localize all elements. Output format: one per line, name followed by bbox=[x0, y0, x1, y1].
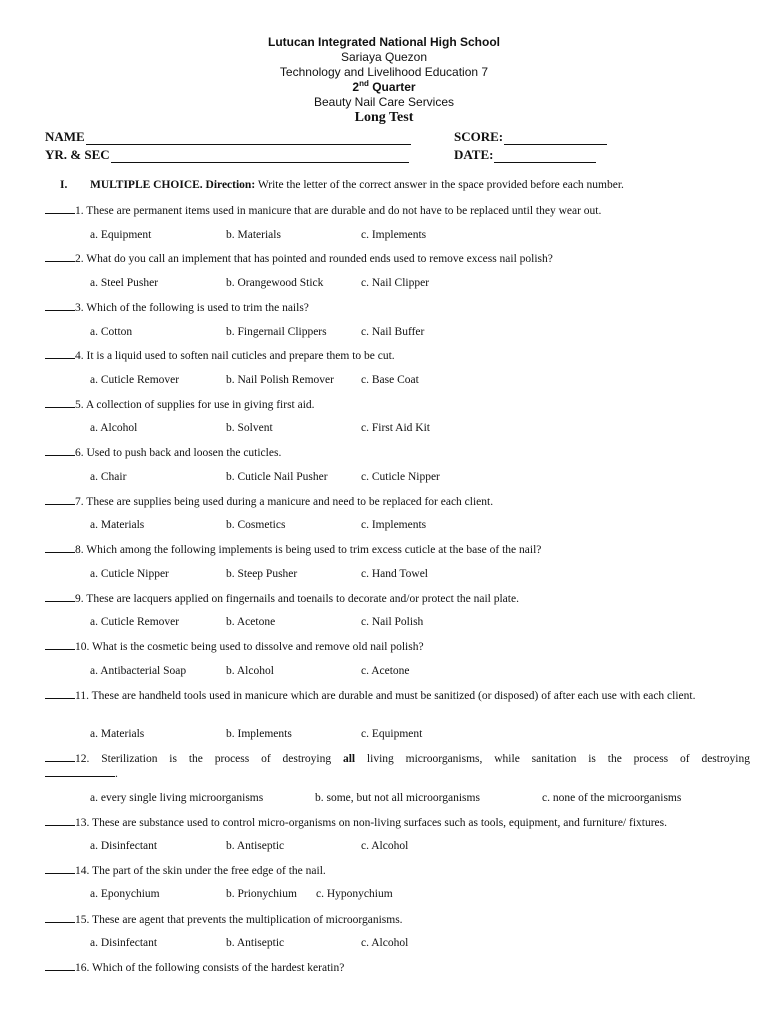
option-a: a. Equipment bbox=[90, 229, 152, 241]
option-b: b. Alcohol bbox=[226, 665, 274, 677]
option-b: b. some, but not all microorganisms bbox=[315, 792, 480, 804]
option-a: a. Cuticle Remover bbox=[90, 374, 180, 386]
question-6 bbox=[45, 446, 750, 459]
question-text: 7. These are supplies being used during a manicure and need to be replaced for each client. bbox=[75, 496, 494, 508]
option-c: c. Hyponychium bbox=[316, 888, 393, 900]
question-3 bbox=[45, 301, 750, 314]
score-blank[interactable] bbox=[504, 133, 607, 145]
answer-blank[interactable] bbox=[45, 252, 75, 262]
question-10 bbox=[45, 640, 750, 653]
question-12-line-2 bbox=[45, 767, 750, 782]
option-c: c. none of the microorganisms bbox=[542, 792, 682, 804]
option-c: c. Base Coat bbox=[361, 374, 419, 386]
score-field[interactable] bbox=[454, 129, 607, 145]
option-b: b. Steep Pusher bbox=[226, 568, 298, 580]
option-a: a. Disinfectant bbox=[90, 840, 158, 852]
topic-name: Beauty Nail Care Services bbox=[313, 95, 455, 109]
section-heading bbox=[60, 179, 624, 191]
option-b: b. Antiseptic bbox=[226, 840, 285, 852]
section-number: I. bbox=[60, 179, 68, 191]
answer-blank[interactable] bbox=[45, 204, 75, 214]
quarter-suffix: nd bbox=[359, 79, 369, 88]
question-text: 14. The part of the skin under the free edge of the nail. bbox=[75, 865, 326, 877]
answer-blank[interactable] bbox=[45, 495, 75, 505]
answer-blank[interactable] bbox=[45, 349, 75, 359]
question-8 bbox=[45, 543, 750, 556]
question-2 bbox=[45, 252, 750, 265]
question-4 bbox=[45, 349, 750, 362]
option-a: a. every single living microorganisms bbox=[90, 792, 264, 804]
question-text: 10. What is the cosmetic being used to dissolve and remove old nail polish? bbox=[75, 641, 424, 653]
option-c: c. Implements bbox=[361, 519, 427, 531]
answer-blank[interactable] bbox=[45, 543, 75, 553]
name-blank[interactable] bbox=[86, 133, 411, 145]
question-text: 4. It is a liquid used to soften nail cuticles and prepare them to be cut. bbox=[75, 350, 395, 362]
question-text-pre: 12. Sterilization is the process of destroying bbox=[75, 753, 343, 765]
option-b: b. Fingernail Clippers bbox=[226, 326, 327, 338]
option-b: b. Implements bbox=[226, 728, 292, 740]
question-text: 16. Which of the following consists of the hardest keratin? bbox=[75, 962, 345, 974]
option-a: a. Alcohol bbox=[90, 422, 138, 434]
option-a: a. Eponychium bbox=[90, 888, 160, 900]
date-label: DATE: bbox=[454, 147, 494, 162]
question-1 bbox=[45, 204, 750, 217]
quarter-word: Quarter bbox=[368, 80, 416, 94]
yr-sec-label: YR. & SEC bbox=[45, 147, 110, 162]
option-b: b. Cosmetics bbox=[226, 519, 286, 531]
school-name: Lutucan Integrated National High School bbox=[267, 35, 500, 49]
option-b: b. Acetone bbox=[226, 616, 276, 628]
option-a: a. Disinfectant bbox=[90, 937, 158, 949]
option-c: c. Hand Towel bbox=[361, 568, 429, 580]
option-c: c. Alcohol bbox=[361, 840, 409, 852]
question-9 bbox=[45, 592, 750, 605]
question-text: 8. Which among the following implements is being used to trim excess cuticle at the base of the nail? bbox=[75, 544, 542, 556]
option-c: c. Equipment bbox=[361, 728, 423, 740]
quarter-label bbox=[0, 80, 768, 95]
question-text-post: living microorganisms, while sanitation is the process of destroying bbox=[355, 753, 751, 765]
option-b: b. Orangewood Stick bbox=[226, 277, 324, 289]
yr-sec-blank[interactable] bbox=[111, 151, 409, 163]
question-12-line-1 bbox=[45, 752, 750, 767]
answer-blank[interactable] bbox=[45, 864, 75, 874]
question-text: 11. These are handheld tools used in manicure which are durable and must be sanitized (or disposed) of after each use with each client. bbox=[75, 690, 696, 702]
date-blank[interactable] bbox=[494, 151, 596, 163]
answer-blank[interactable] bbox=[45, 446, 75, 456]
option-b: b. Antiseptic bbox=[226, 937, 285, 949]
option-c: c. Nail Polish bbox=[361, 616, 424, 628]
option-a: a. Cuticle Remover bbox=[90, 616, 180, 628]
question-11 bbox=[45, 689, 750, 704]
option-c: c. Implements bbox=[361, 229, 427, 241]
option-c: c. Acetone bbox=[361, 665, 410, 677]
option-b: b. Prionychium bbox=[226, 888, 297, 900]
answer-blank[interactable] bbox=[45, 689, 75, 699]
answer-blank[interactable] bbox=[45, 640, 75, 650]
yr-sec-field[interactable] bbox=[45, 147, 409, 163]
option-b: b. Nail Polish Remover bbox=[226, 374, 334, 386]
question-text: 2. What do you call an implement that has pointed and rounded ends used to remove excess nail polish? bbox=[75, 253, 553, 265]
question-5 bbox=[45, 398, 750, 411]
question-text: 1. These are permanent items used in manicure that are durable and do not have to be replaced until they wear out. bbox=[75, 205, 602, 217]
name-label: NAME bbox=[45, 129, 85, 144]
test-title: Long Test bbox=[354, 110, 414, 125]
option-a: a. Chair bbox=[90, 471, 127, 483]
question-16 bbox=[45, 961, 750, 974]
option-b: b. Cuticle Nail Pusher bbox=[226, 471, 328, 483]
question-15 bbox=[45, 913, 750, 926]
question-text-bold: all bbox=[342, 753, 356, 765]
question-12 bbox=[45, 752, 750, 782]
option-c: c. Cuticle Nipper bbox=[361, 471, 440, 483]
question-text-end: . bbox=[115, 768, 118, 780]
question-text: 13. These are substance used to control micro-organisms on non-living surfaces such as tools, equipment, and furniture/ fixtures. bbox=[75, 817, 668, 829]
fill-in-blank[interactable] bbox=[45, 767, 115, 777]
option-a: a. Steel Pusher bbox=[90, 277, 159, 289]
option-a: a. Materials bbox=[90, 728, 145, 740]
answer-blank[interactable] bbox=[45, 398, 75, 408]
question-text: 6. Used to push back and loosen the cuticles. bbox=[75, 447, 282, 459]
name-field[interactable] bbox=[45, 129, 411, 145]
answer-blank[interactable] bbox=[45, 816, 75, 826]
school-location: Sariaya Quezon bbox=[340, 50, 428, 64]
subject-name: Technology and Livelihood Education 7 bbox=[279, 65, 489, 79]
answer-blank[interactable] bbox=[45, 961, 75, 971]
date-field[interactable] bbox=[454, 147, 596, 163]
option-a: a. Cuticle Nipper bbox=[90, 568, 169, 580]
option-b: b. Materials bbox=[226, 229, 281, 241]
question-7 bbox=[45, 495, 750, 508]
question-text: 15. These are agent that prevents the multiplication of microorganisms. bbox=[75, 914, 403, 926]
option-c: c. Nail Buffer bbox=[361, 326, 425, 338]
score-label: SCORE: bbox=[454, 129, 504, 144]
question-14 bbox=[45, 864, 750, 877]
question-text: 9. These are lacquers applied on fingernails and toenails to decorate and/or protect the nail plate. bbox=[75, 593, 519, 605]
option-b: b. Solvent bbox=[226, 422, 273, 434]
question-text: 5. A collection of supplies for use in giving first aid. bbox=[75, 399, 315, 411]
quarter-number: 2 bbox=[352, 80, 360, 94]
answer-blank[interactable] bbox=[45, 913, 75, 923]
option-a: a. Cotton bbox=[90, 326, 133, 338]
question-text: 3. Which of the following is used to trim the nails? bbox=[75, 302, 309, 314]
answer-blank[interactable] bbox=[45, 301, 75, 311]
option-a: a. Antibacterial Soap bbox=[90, 665, 187, 677]
option-a: a. Materials bbox=[90, 519, 145, 531]
question-13 bbox=[45, 816, 750, 829]
option-c: c. Alcohol bbox=[361, 937, 409, 949]
option-c: c. Nail Clipper bbox=[361, 277, 430, 289]
answer-blank[interactable] bbox=[45, 752, 75, 762]
answer-blank[interactable] bbox=[45, 592, 75, 602]
section-title: MULTIPLE CHOICE. Direction: bbox=[90, 179, 256, 191]
section-instruction: Write the letter of the correct answer in the space provided before each number. bbox=[255, 179, 624, 191]
option-c: c. First Aid Kit bbox=[361, 422, 431, 434]
